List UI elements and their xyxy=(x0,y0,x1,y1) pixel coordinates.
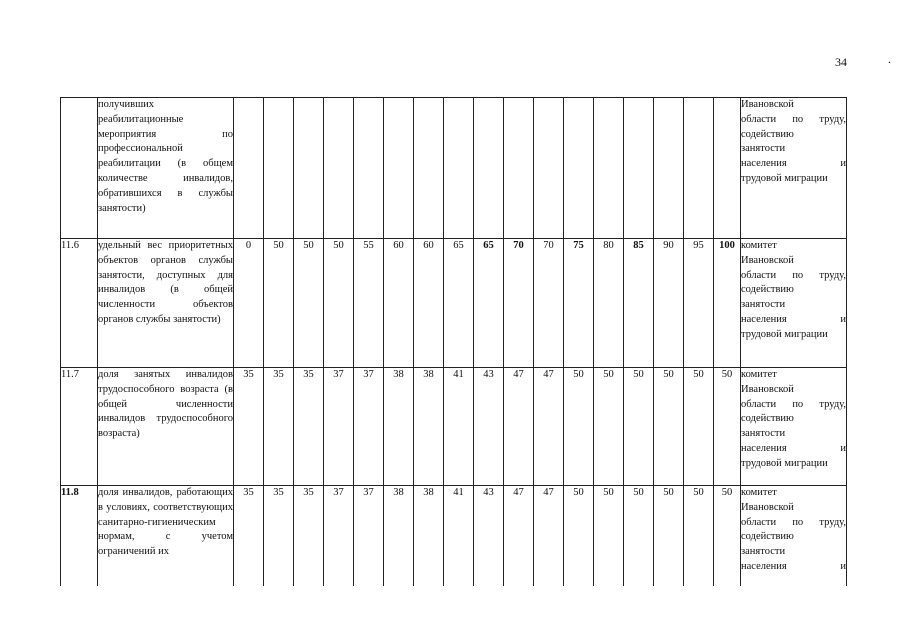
executor-line: Ивановской xyxy=(741,99,794,110)
year-value: 38 xyxy=(384,368,414,486)
year-value xyxy=(354,98,384,239)
executor-line: области по труду, xyxy=(741,516,846,528)
year-value xyxy=(474,98,504,239)
year-value: 38 xyxy=(414,368,444,486)
table-row xyxy=(61,368,847,486)
year-value: 38 xyxy=(414,486,444,586)
executor-line: содействию xyxy=(741,413,794,425)
year-value: 43 xyxy=(474,368,504,486)
indicators-table xyxy=(60,97,847,586)
executor-line: занятости xyxy=(741,546,786,558)
year-value: 47 xyxy=(534,368,564,486)
executor-line: населения и xyxy=(741,158,846,170)
year-value: 50 xyxy=(324,239,354,368)
year-value xyxy=(684,98,714,239)
year-value: 0 xyxy=(234,239,264,368)
year-value: 95 xyxy=(684,239,714,368)
year-value: 37 xyxy=(324,486,354,586)
year-value: 90 xyxy=(654,239,684,368)
year-value: 65 xyxy=(474,239,504,368)
executor-line: содействию xyxy=(741,284,794,296)
year-value xyxy=(294,98,324,239)
executor-line: области по труду, xyxy=(741,113,846,125)
year-value: 37 xyxy=(324,368,354,486)
year-value: 37 xyxy=(354,368,384,486)
year-value xyxy=(624,98,654,239)
year-value xyxy=(504,98,534,239)
table-row xyxy=(61,239,847,368)
executor-line: комитет xyxy=(741,240,777,251)
indicator-description: получивших реабилитационные мероприятия по профессиональной реабилитации (в общем количестве инвалидов, обратившихся в службы занятости) xyxy=(98,98,234,239)
year-value: 38 xyxy=(384,486,414,586)
row-number xyxy=(61,98,98,239)
year-value: 35 xyxy=(264,368,294,486)
year-value xyxy=(654,98,684,239)
executor-line: Ивановской xyxy=(741,254,794,266)
executor-line: Ивановской xyxy=(741,501,794,513)
year-value: 50 xyxy=(714,368,741,486)
page-mark: . xyxy=(888,52,891,66)
year-value: 50 xyxy=(624,368,654,486)
year-value: 50 xyxy=(624,486,654,586)
executor-line: занятости xyxy=(741,428,786,440)
executor-line: населения и xyxy=(741,442,846,454)
year-value: 100 xyxy=(714,239,741,368)
year-value: 35 xyxy=(294,368,324,486)
year-value xyxy=(234,98,264,239)
executor-line: области по труду, xyxy=(741,398,846,410)
year-value xyxy=(564,98,594,239)
year-value: 50 xyxy=(264,239,294,368)
executor-line: населения и xyxy=(741,313,846,325)
year-value: 60 xyxy=(414,239,444,368)
executor-line: трудовой миграции xyxy=(741,328,828,340)
executor-line: занятости xyxy=(741,299,786,311)
page-number: 34 xyxy=(835,55,847,69)
executor-line: комитет xyxy=(741,487,777,498)
executor-line: содействию xyxy=(741,531,794,543)
year-value: 50 xyxy=(684,486,714,586)
year-value: 50 xyxy=(654,368,684,486)
year-value: 41 xyxy=(444,368,474,486)
year-value xyxy=(264,98,294,239)
executor-line: комитет xyxy=(741,369,777,380)
year-value xyxy=(534,98,564,239)
year-value: 50 xyxy=(564,486,594,586)
row-number: 11.7 xyxy=(61,368,98,486)
executor-cell xyxy=(741,368,847,486)
executor-line: трудовой миграции xyxy=(741,172,828,184)
year-value: 50 xyxy=(714,486,741,586)
year-value: 43 xyxy=(474,486,504,586)
year-value: 50 xyxy=(594,486,624,586)
year-value xyxy=(444,98,474,239)
year-value: 35 xyxy=(234,368,264,486)
year-value: 50 xyxy=(594,368,624,486)
year-value: 50 xyxy=(564,368,594,486)
row-number: 11.8 xyxy=(61,486,98,586)
year-value: 35 xyxy=(234,486,264,586)
year-value: 50 xyxy=(294,239,324,368)
year-value: 35 xyxy=(294,486,324,586)
year-value: 70 xyxy=(504,239,534,368)
year-value: 37 xyxy=(354,486,384,586)
year-value: 80 xyxy=(594,239,624,368)
year-value: 75 xyxy=(564,239,594,368)
indicator-description: доля инвалидов, работающих в условиях, соответствующих санитарно-гигиеническим нормам, с учетом ограничений их xyxy=(98,486,234,586)
year-value: 47 xyxy=(504,368,534,486)
year-value: 50 xyxy=(684,368,714,486)
year-value: 55 xyxy=(354,239,384,368)
year-value: 60 xyxy=(384,239,414,368)
year-value: 47 xyxy=(504,486,534,586)
year-value xyxy=(324,98,354,239)
executor-line: трудовой миграции xyxy=(741,457,828,469)
executor-cell xyxy=(741,486,847,586)
year-value: 85 xyxy=(624,239,654,368)
executor-cell xyxy=(741,98,847,239)
year-value: 50 xyxy=(654,486,684,586)
indicator-description: удельный вес приоритетных объектов органов службы занятости, доступных для инвалидов (в общей численности объектов органов службы занятости) xyxy=(98,239,234,368)
year-value xyxy=(414,98,444,239)
year-value xyxy=(384,98,414,239)
indicator-description: доля занятых инвалидов трудоспособного возраста (в общей численности инвалидов трудоспособного возраста) xyxy=(98,368,234,486)
year-value: 65 xyxy=(444,239,474,368)
table-row xyxy=(61,98,847,239)
row-number: 11.6 xyxy=(61,239,98,368)
year-value: 41 xyxy=(444,486,474,586)
executor-cell xyxy=(741,239,847,368)
year-value: 47 xyxy=(534,486,564,586)
executor-line: занятости xyxy=(741,143,786,155)
executor-line: Ивановской xyxy=(741,383,794,395)
executor-line: населения и xyxy=(741,560,846,572)
year-value: 70 xyxy=(534,239,564,368)
year-value xyxy=(714,98,741,239)
table-row xyxy=(61,486,847,586)
year-value xyxy=(594,98,624,239)
executor-line: содействию xyxy=(741,128,794,140)
executor-line: области по труду, xyxy=(741,269,846,281)
year-value: 35 xyxy=(264,486,294,586)
